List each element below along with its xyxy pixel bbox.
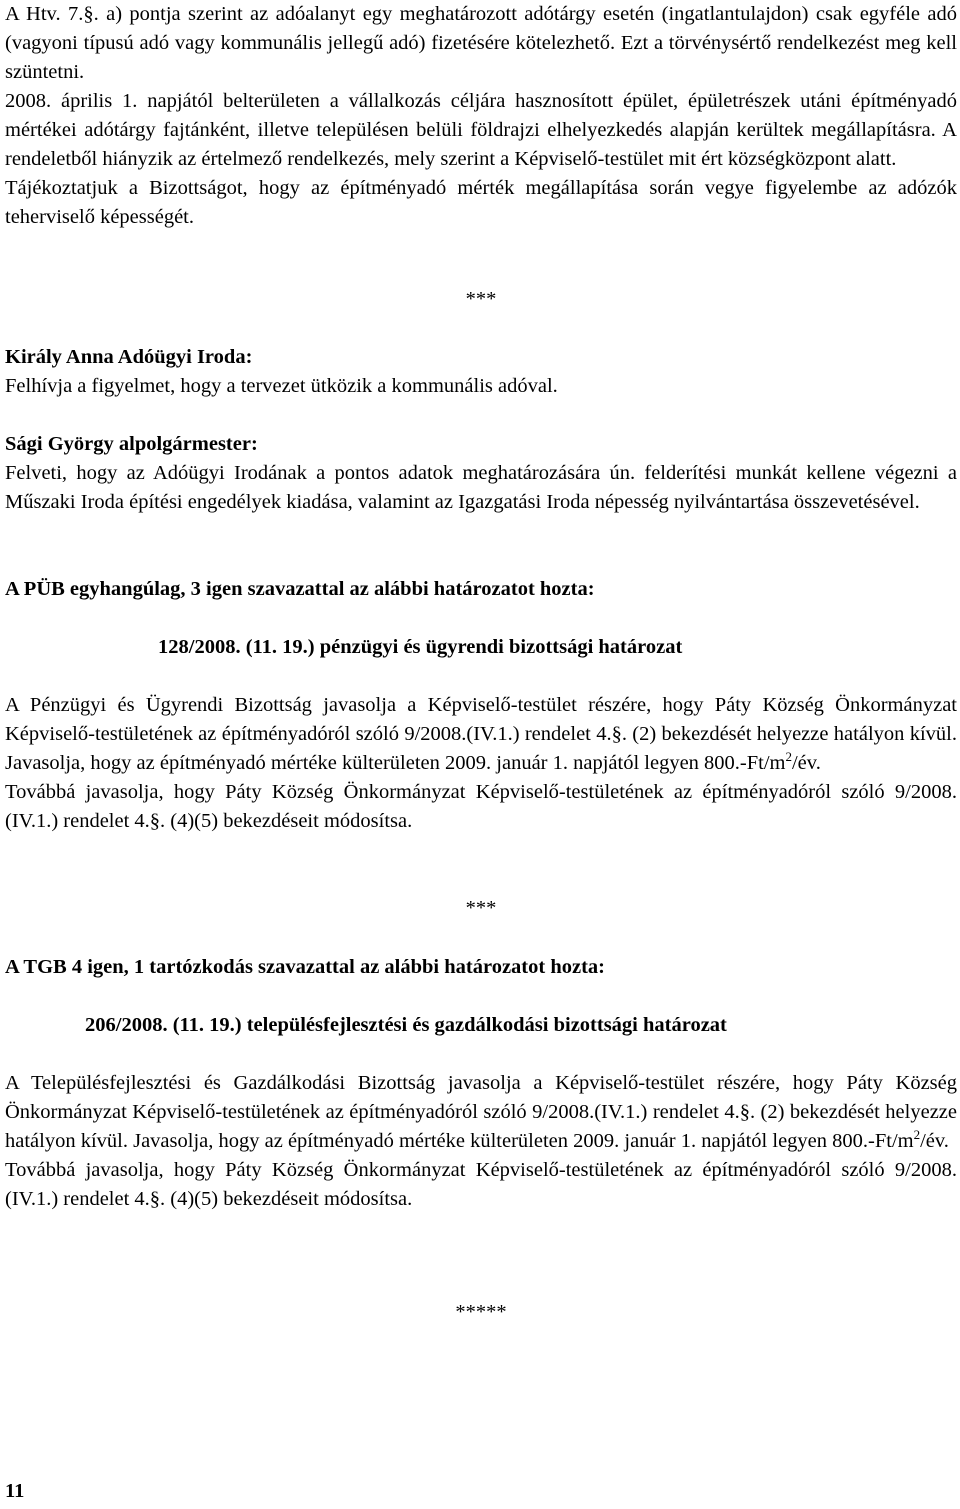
tgb-paragraph-1: A Településfejlesztési és Gazdálkodási Bizottság javasolja a Képviselő-testület részére, hogy Páty Község Önkormányzat Képviselő-testületének az építményadóról szóló 9/2008.(IV.1.) rendelet 4.§. (2) bekezdését helyezze hatályon kívül. Javasolja, hogy az építményadó mértéke külterületen 2009. január 1. napjától legyen $800.-Ft/m^2/év$. — [5, 1072, 957, 1152]
separator-1: *** — [465, 288, 497, 310]
kiraly-section — [5, 343, 957, 401]
info-paragraph: Tájékoztatjuk a Bizottságot, hogy az építményadó mérték megállapítása során vegye figyelembe az adózók teherviselő képességét. — [5, 177, 957, 228]
tgb-resolution-title: 206/2008. (11. 19.) településfejlesztési és gazdálkodási bizottsági határozat — [85, 1014, 727, 1036]
separator-3: ***** — [455, 1301, 507, 1323]
pub-paragraph-2: Továbbá javasolja, hogy Páty Község Önkormányzat Képviselő-testületének az építményadóról szóló 9/2008.(IV.1.) rendelet 4.§. (4)(5) bekezdéseit módosítsa. — [5, 781, 957, 832]
htv-section — [5, 0, 957, 232]
pub-resolution-title: 128/2008. (11. 19.) pénzügyi és ügyrendi bizottsági határozat — [158, 636, 683, 658]
sagi-heading: Sági György alpolgármester: — [5, 433, 258, 455]
separator-2: *** — [465, 897, 497, 919]
april-paragraph: 2008. április 1. napjától belterületen a vállalkozás céljára hasznosított épület, épületrészek utáni építményadó mértékei adótárgy fajtánként, illetve településen belüli földrajzi elhelyezkedés alapján kerültek megállapításra. A rendeletből hiányzik az értelmező rendelkezés, mely szerint a Képviselő-testület mit ért községközpont alatt. — [5, 90, 957, 170]
sagi-text: Felveti, hogy az Adóügyi Irodának a pontos adatok meghatározására ún. felderítési munkát kellene végezni a Műszaki Iroda építési engedélyek kiadása, valamint az Igazgatási Iroda népesség nyilvántartása összevetésével. — [5, 462, 957, 513]
kiraly-text: Felhívja a figyelmet, hogy a tervezet ütközik a kommunális adóval. — [5, 375, 558, 397]
tgb-resolution-body — [5, 1069, 957, 1214]
pub-vote: A PÜB egyhangúlag, 3 igen szavazattal az alábbi határozatot hozta: — [5, 578, 595, 600]
tgb-paragraph-2: Továbbá javasolja, hogy Páty Község Önkormányzat Képviselő-testületének az építményadóról szóló 9/2008.(IV.1.) rendelet 4.§. (4)(5) bekezdéseit módosítsa. — [5, 1159, 957, 1210]
tgb-vote: A TGB 4 igen, 1 tartózkodás szavazattal az alábbi határozatot hozta: — [5, 956, 605, 978]
sagi-section — [5, 430, 957, 517]
pub-resolution-body — [5, 691, 957, 836]
kiraly-heading: Király Anna Adóügyi Iroda: — [5, 346, 253, 368]
htv-paragraph: A Htv. 7.§. a) pontja szerint az adóalanyt egy meghatározott adótárgy esetén (ingatlantulajdon) csak egyféle adó (vagyoni típusú adó vagy kommunális jellegű adó) fizetésére kötelezhető. Ezt a törvénysértő rendelkezést meg kell szüntetni. — [5, 3, 957, 83]
pub-paragraph-1: A Pénzügyi és Ügyrendi Bizottság javasolja a Képviselő-testület részére, hogy Páty Község Önkormányzat Képviselő-testületének az építményadóról szóló 9/2008.(IV.1.) rendelet 4.§. (2) bekezdését helyezze hatályon kívül. Javasolja, hogy az építményadó mértéke külterületen 2009. január 1. napjától legyen $800.-Ft/m^2/év$. — [5, 694, 957, 774]
page-number: 11 — [5, 1480, 25, 1502]
